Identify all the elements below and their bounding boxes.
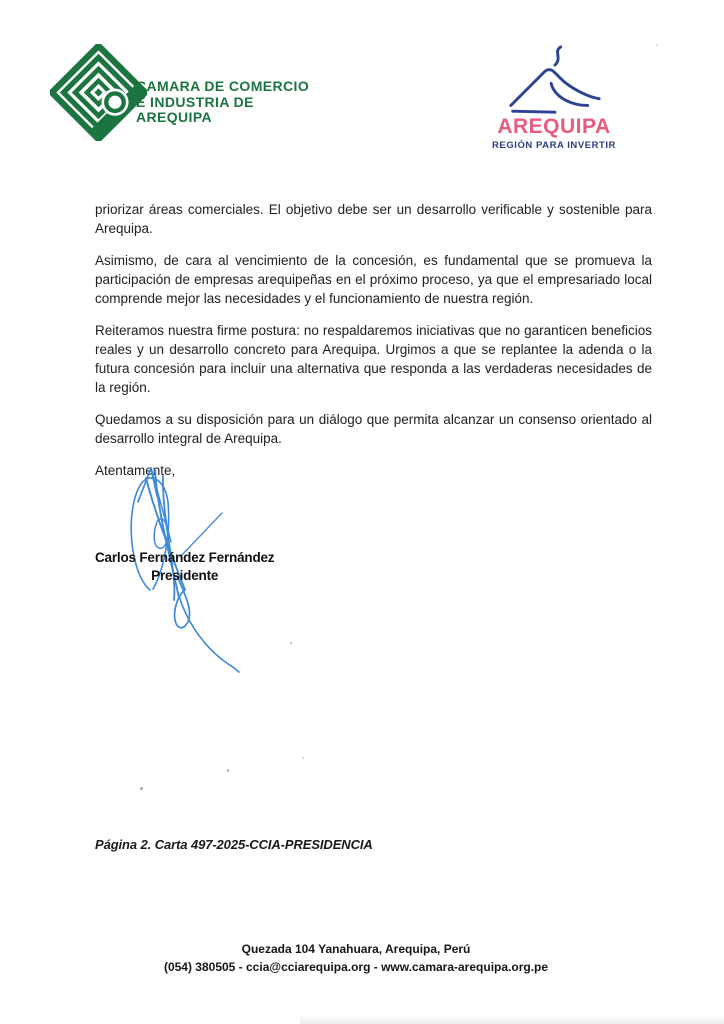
scan-speck [140,787,143,790]
org-name-line-1: CAMARA DE COMERCIO [136,78,310,94]
paragraph-1: priorizar áreas comerciales. El objetivo debe ser un desarrollo verificable y sostenible para Arequipa. [95,202,652,236]
footer-contact-line: (054) 380505 - ccia@cciarequipa.org - www.camara-arequipa.org.pe [163,960,549,974]
letter-body [95,200,652,493]
signer-name: Carlos Fernández Fernández [95,550,275,565]
page-reference: Página 2. Carta 497-2025-CCIA-PRESIDENCIA [95,837,373,852]
paragraph-2: Asimismo, de cara al vencimiento de la concesión, es fundamental que se promueva la participación de empresas arequipeñas en el próximo proceso, ya que el empresariado local comprende mejor las necesidades y el funcionamiento de nuestra región. [95,253,652,306]
scan-speck [290,642,292,644]
org-name-line-2: E INDUSTRIA DE [136,93,254,110]
arequipa-region-logo [488,44,620,151]
signer-title: Presidente [151,568,219,583]
scan-edge-shadow [300,1015,724,1024]
volcano-smoke-icon [497,44,611,117]
contact-footer [0,940,712,976]
ccia-org-name [136,79,309,126]
scan-speck [302,757,304,759]
paragraph-3: Reiteramos nuestra firme postura: no respaldaremos iniciativas que no garanticen beneficios reales y un desarrollo concreto para Arequipa. Urgimos a que se replantee la adenda o la futura concesión para incluir una alternativa que responda a las verdaderas necesidades de la región. [95,323,652,395]
footer-address: Quezada 104 Yanahuara, Arequipa, Perú [241,942,471,956]
scan-speck [656,44,658,46]
org-name-line-3: AREQUIPA [136,109,213,125]
closing-salutation: Atentamente, [95,463,176,478]
region-tagline: REGIÓN PARA INVERTIR [492,140,616,151]
region-brand-name: AREQUIPA [497,115,611,138]
ccia-diamond-icon [50,44,147,141]
signer-block [95,549,274,585]
paragraph-4: Quedamos a su disposición para un diálogo que permita alcanzar un consenso orientado al desarrollo integral de Arequipa. [95,412,652,446]
scan-speck [227,769,229,772]
